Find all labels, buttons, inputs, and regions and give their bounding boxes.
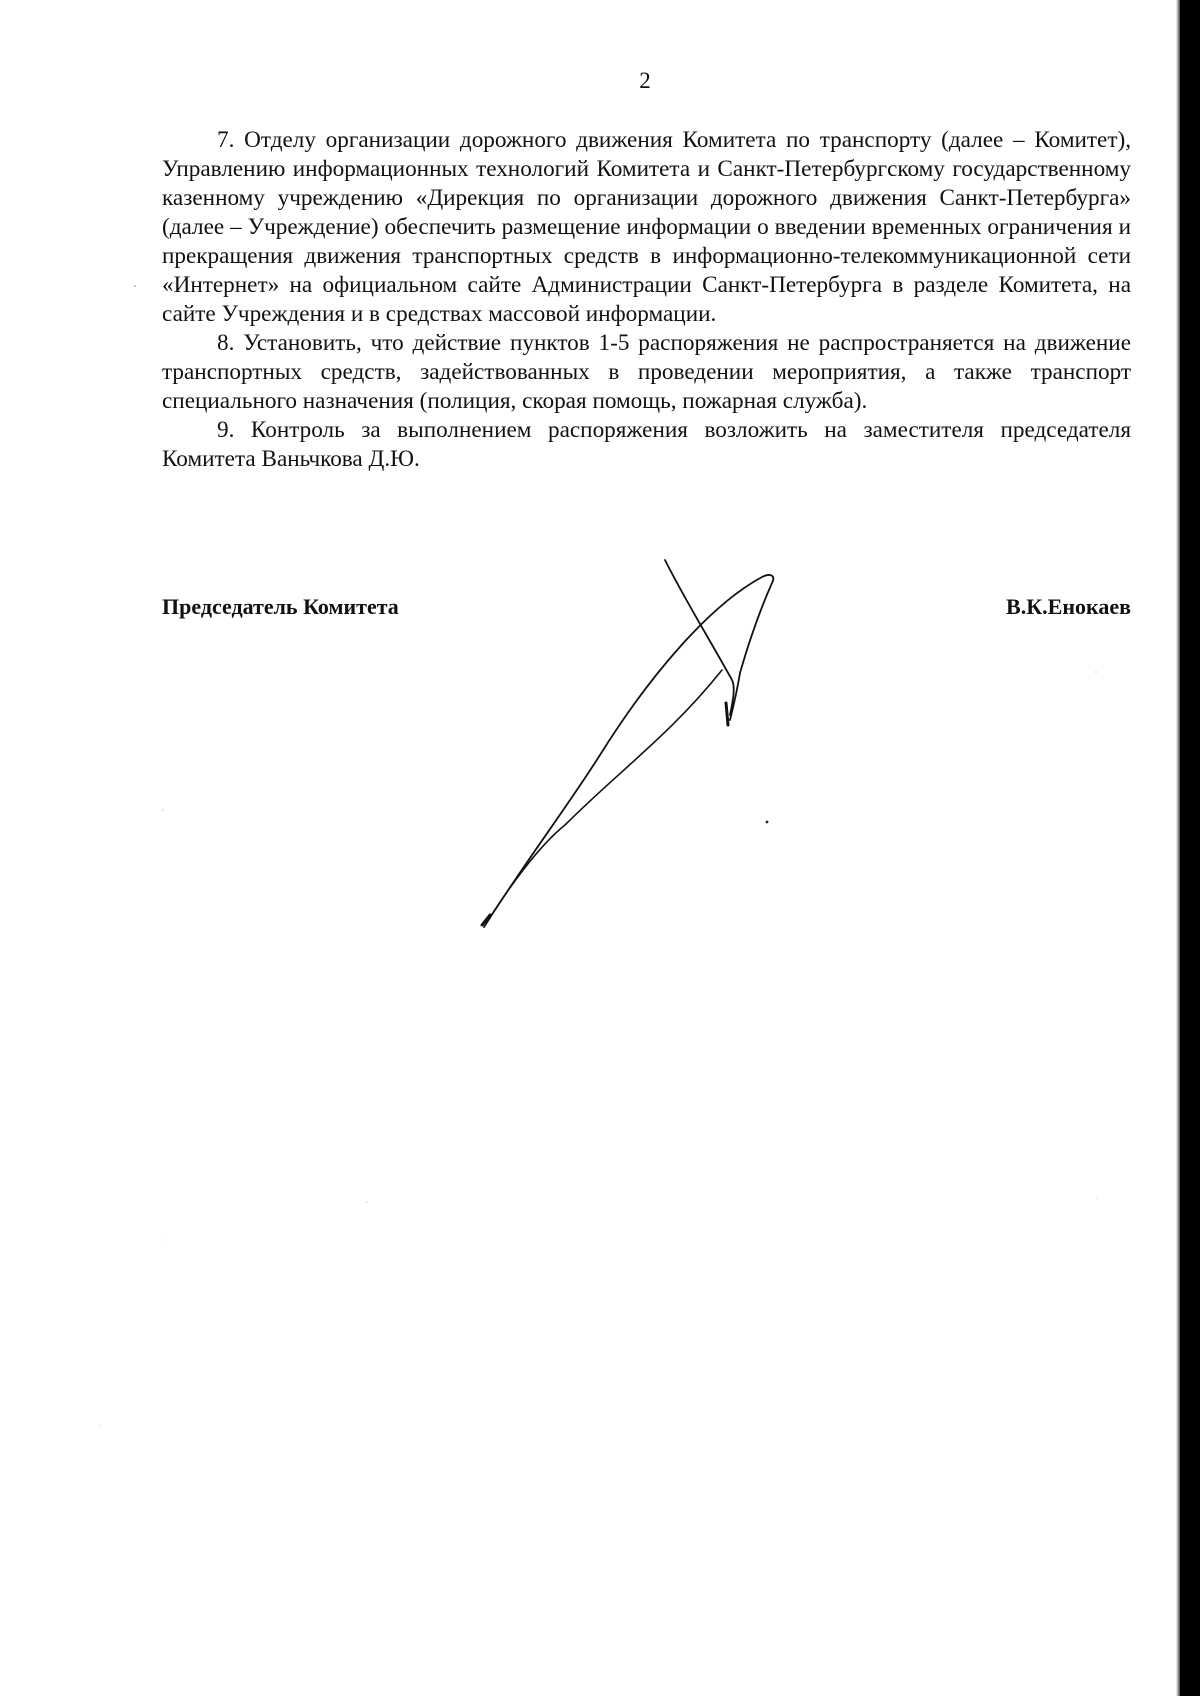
document-body — [162, 126, 1131, 474]
handwritten-signature — [470, 555, 790, 935]
paragraph-9: 9. Контроль за выполнением распоряжения возложить на заместителя председателя Комитета Ваньчкова Д.Ю. — [162, 417, 1131, 472]
page-number: 2 — [639, 68, 651, 93]
scan-edge-border — [1180, 0, 1200, 1696]
paragraph-7: 7. Отделу организации дорожного движения Комитета по транспорту (далее – Комитет), Управлению информационных технологий Комитета и Санкт-Петербургскому государственному казенному учреждению «Дирекция по организации дорожного движения Санкт-Петербурга» (далее – Учреждение) обеспечить размещение информации о введении временных ограничения и прекращения движения транспортных средств в информационно-телекоммуникационной сети «Интернет» на официальном сайте Администрации Санкт-Петербурга в разделе Комитета, на сайте Учреждения и в средствах массовой информации. — [162, 127, 1131, 327]
paragraph-8: 8. Установить, что действие пунктов 1-5 распоряжения не распространяется на движение транспортных средств, задействованных в проведении мероприятия, а также транспорт специального назначения (полиция, скорая помощь, пожарная служба). — [162, 330, 1131, 414]
signatory-position: Председатель Комитета — [162, 594, 399, 619]
signatory-name: В.К.Енокаев — [1006, 594, 1131, 619]
